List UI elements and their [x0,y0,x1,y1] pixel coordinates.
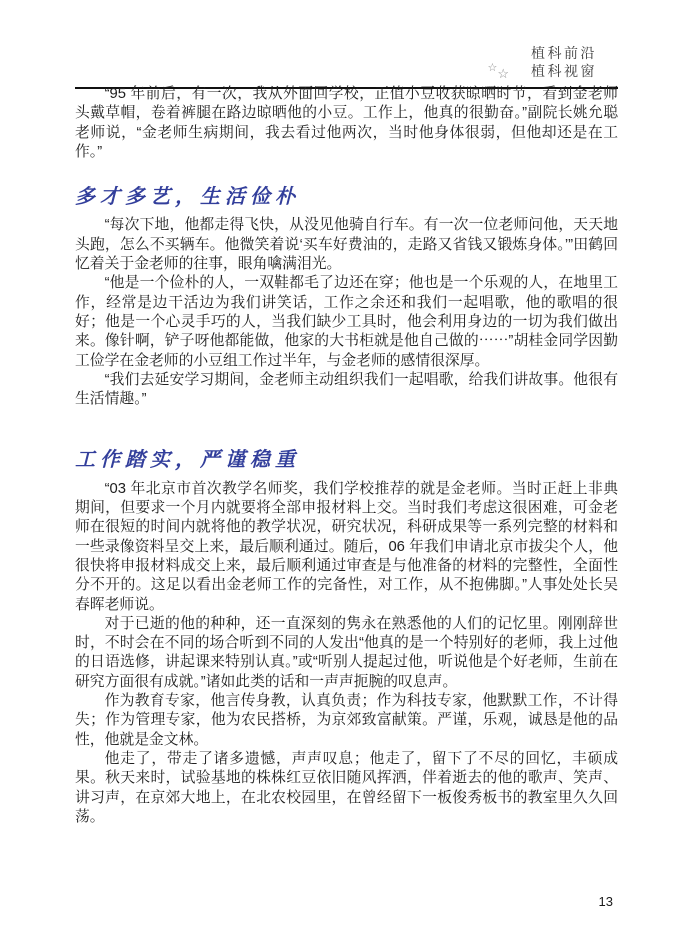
section-heading-versatile-frugal: 多才多艺，生活俭朴 [75,186,300,209]
page-number: 13 [598,894,613,909]
paragraph: “03 年北京市首次教学名师奖，我们学校推荐的就是金老师。当时正赶上非典期间，但要求一个月内就要将全部申报材料上交。当时我们考虑这很困难，可金老师在很短的时间内就将他的教学状况，研究状况，科研成果等一系列完整的材料和一些录像资料呈交上来，最后顺利通过。随后，06 年我们申请北京市拔尖个人，他很快将申报材料成交上来，最后顺利通过审查是与他准备的材料的完整性，全面性分不开的。这足以看出金老师工作的完备性，对工作，从不抱佛脚。”人事处处长吴春晖老师说。 [75,480,618,613]
paragraph: “95 年前后，有一次，我从外面回学校，正值小豆收获晾晒时节，看到金老师头戴草帽，卷着裤腿在路边晾晒他的小豆。工作上，他真的很勤奋。”副院长姚允聪老师说，“金老师生病期间，我去看过他两次，当时他身体很弱，但他却还是在工作。” [75,86,618,160]
star-icon: ☆ [497,65,509,81]
paragraph: “每次下地，他都走得飞快，从没见他骑自行车。有一次一位老师问他，天天地头跑，怎么不买辆车。他微笑着说‘买车好费油的，走路又省钱又锻炼身体。’”田鹤回忆着关于金老师的往事，眼角噙满泪光。 [75,217,618,273]
paragraph: 作为教育专家，他言传身教，认真负责；作为科技专家，他默默工作，不计得失；作为管理专家，他为农民搭桥，为京郊致富献策。严谨，乐观，诚恳是他的品性，他就是金文林。 [75,693,618,748]
header-title-line1: 植科前沿 [531,45,597,61]
paragraph: 他走了，带走了诸多遗憾，声声叹息；他走了，留下了不尽的回忆，丰硕成果。秋天来时，试验基地的株株红豆依旧随风挥洒，伴着逝去的他的歌声、笑声、讲习声，在京郊大地上，在北农校园里，在曾经留下一板俊秀板书的教室里久久回荡。 [75,750,618,825]
header-title-line2-text: 植科视窗 [531,63,597,79]
section-heading-solid-work: 工作踏实，严谨稳重 [75,449,300,472]
star-icon: ☆ [487,61,498,74]
paragraph: 对于已逝的他的种种，还一直深刻的隽永在熟悉他的人们的记忆里。刚刚辞世时，不时会在不同的场合听到不同的人发出“他真的是一个特别好的老师，我上过他的日语选修，讲起课来特别认真。”或“听别人提起过他，听说他是个好老师，生前在研究方面很有成就。”诸如此类的话和一声声扼腕的叹息声。 [75,615,618,690]
paragraph: “我们去延安学习期间，金老师主动组织我们一起唱歌，给我们讲故事。他很有生活情趣。” [75,371,618,408]
article-body [75,85,618,827]
header-title-line2 [487,62,597,80]
paragraph: “他是一个俭朴的人，一双鞋都毛了边还在穿；他也是一个乐观的人，在地里工作，经常是边干活边为我们讲笑话，工作之余还和我们一起唱歌，他的歌唱的很好；他是一个心灵手巧的人，当我们缺少工具时，他会利用身边的一切为我们做出来。像针啊，铲子呀他都能做，他家的大书柜就是他自己做的⋯⋯”胡桂金同学因勤工俭学在金老师的小豆组工作过半年，与金老师的感情很深厚。 [75,275,618,369]
page-header [487,44,597,80]
